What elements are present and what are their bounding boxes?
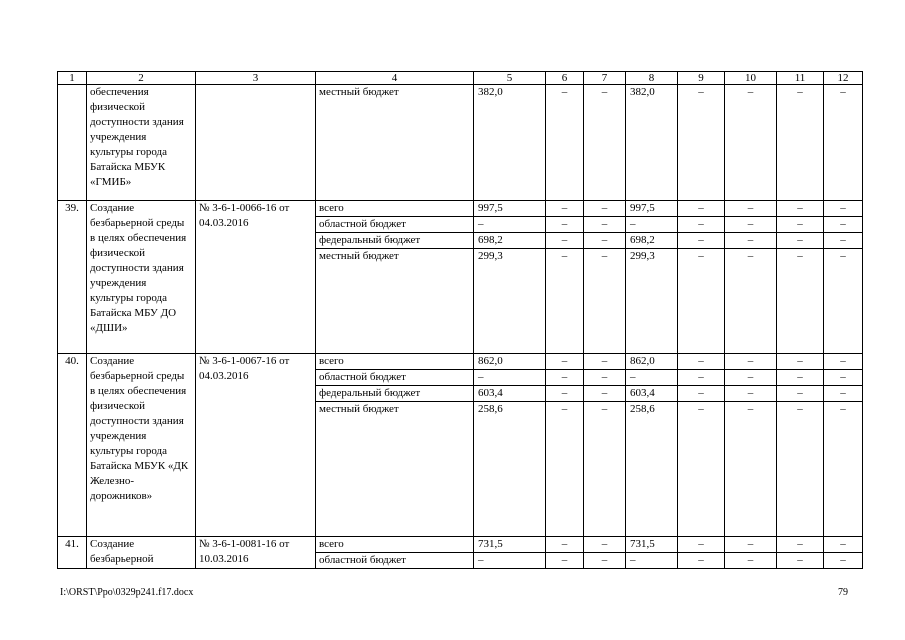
amount-cell: – [678,537,725,553]
amount-cell: – [725,354,777,370]
amount-cell: 258,6 [626,402,678,537]
item-reference: № 3-6-1-0067-16 от 04.03.2016 [196,354,316,537]
col-header: 3 [196,72,316,85]
amount-cell: – [824,217,863,233]
col-header: 12 [824,72,863,85]
amount-cell: 382,0 [626,85,678,201]
amount-cell: 862,0 [474,354,546,370]
amount-cell: – [678,354,725,370]
amount-cell: – [777,402,824,537]
amount-cell: – [824,354,863,370]
col-header: 6 [546,72,584,85]
col-header: 4 [316,72,474,85]
amount-cell: 603,4 [626,386,678,402]
budget-table [57,71,863,569]
amount-cell: – [678,249,725,354]
amount-cell: – [777,537,824,553]
amount-cell: – [824,386,863,402]
amount-cell: – [546,354,584,370]
amount-cell: – [678,217,725,233]
amount-cell: – [777,85,824,201]
amount-cell: – [474,370,546,386]
col-header: 1 [58,72,87,85]
funding-source: всего [316,537,474,553]
amount-cell: – [824,402,863,537]
amount-cell: – [777,354,824,370]
amount-cell: – [824,233,863,249]
amount-cell: – [678,402,725,537]
amount-cell: 299,3 [626,249,678,354]
amount-cell: – [546,233,584,249]
amount-cell: – [824,201,863,217]
amount-cell: 862,0 [626,354,678,370]
amount-cell: – [546,217,584,233]
funding-source: областной бюджет [316,217,474,233]
amount-cell: – [725,201,777,217]
funding-source: федеральный бюджет [316,386,474,402]
page-number: 79 [838,587,848,598]
funding-source: всего [316,201,474,217]
amount-cell: – [626,553,678,569]
amount-cell: 299,3 [474,249,546,354]
amount-cell: – [546,553,584,569]
item-name: Создание безбарьерной среды в целях обеспечения физической доступности здания учреждения культуры города Батайска МБУ ДО «ДШИ» [87,201,196,354]
amount-cell: – [546,402,584,537]
amount-cell: – [725,537,777,553]
amount-cell: – [584,537,626,553]
amount-cell: – [474,217,546,233]
item-name: обеспечения физической доступности здания учреждения культуры города Батайска МБУК «ГМИБ» [87,85,196,201]
amount-cell: – [584,233,626,249]
amount-cell: – [725,553,777,569]
amount-cell: – [584,201,626,217]
table-row [58,537,863,553]
amount-cell: – [546,386,584,402]
amount-cell: – [824,553,863,569]
amount-cell: – [777,233,824,249]
item-number [58,85,87,201]
amount-cell: – [584,249,626,354]
col-header: 9 [678,72,725,85]
amount-cell: – [678,85,725,201]
col-header: 2 [87,72,196,85]
amount-cell: – [725,402,777,537]
amount-cell: – [777,201,824,217]
amount-cell: 997,5 [474,201,546,217]
funding-source: областной бюджет [316,370,474,386]
item-reference [196,85,316,201]
item-number: 40. [58,354,87,537]
amount-cell: 258,6 [474,402,546,537]
amount-cell: – [725,217,777,233]
col-header: 10 [725,72,777,85]
amount-cell: – [584,85,626,201]
item-reference: № 3-6-1-0081-16 от 10.03.2016 [196,537,316,569]
funding-source: местный бюджет [316,402,474,537]
amount-cell: – [824,537,863,553]
amount-cell: – [626,370,678,386]
amount-cell: – [725,85,777,201]
amount-cell: 997,5 [626,201,678,217]
amount-cell: 603,4 [474,386,546,402]
amount-cell: 731,5 [626,537,678,553]
funding-source: областной бюджет [316,553,474,569]
col-header: 5 [474,72,546,85]
amount-cell: – [584,386,626,402]
amount-cell: – [725,233,777,249]
amount-cell: – [824,370,863,386]
amount-cell: – [725,386,777,402]
amount-cell: – [777,386,824,402]
col-header: 11 [777,72,824,85]
amount-cell: – [725,370,777,386]
table-row [58,201,863,217]
item-name: Создание безбарьерной среды в целях обеспечения физической доступности здания учреждения культуры города Батайска МБУК «ДК Железно-дорожников» [87,354,196,537]
table-row [58,354,863,370]
amount-cell: – [678,386,725,402]
amount-cell: – [584,402,626,537]
col-header: 8 [626,72,678,85]
amount-cell: 698,2 [626,233,678,249]
amount-cell: – [777,553,824,569]
col-header: 7 [584,72,626,85]
funding-source: всего [316,354,474,370]
amount-cell: – [584,553,626,569]
header-row [58,72,863,85]
amount-cell: – [546,201,584,217]
amount-cell: – [584,354,626,370]
amount-cell: – [474,553,546,569]
item-name: Создание безбарьерной [87,537,196,569]
item-number: 41. [58,537,87,569]
amount-cell: – [626,217,678,233]
amount-cell: – [546,249,584,354]
amount-cell: – [678,370,725,386]
item-number: 39. [58,201,87,354]
amount-cell: 731,5 [474,537,546,553]
amount-cell: – [678,553,725,569]
amount-cell: 698,2 [474,233,546,249]
amount-cell: – [546,537,584,553]
funding-source: местный бюджет [316,249,474,354]
item-reference: № 3-6-1-0066-16 от 04.03.2016 [196,201,316,354]
table-row [58,85,863,201]
funding-source: местный бюджет [316,85,474,201]
amount-cell: – [725,249,777,354]
amount-cell: – [777,370,824,386]
amount-cell: – [546,85,584,201]
amount-cell: – [678,201,725,217]
amount-cell: – [777,217,824,233]
amount-cell: – [777,249,824,354]
funding-source: федеральный бюджет [316,233,474,249]
amount-cell: – [546,370,584,386]
amount-cell: – [584,217,626,233]
file-path: I:\ORST\Ppo\0329p241.f17.docx [60,587,194,598]
amount-cell: – [824,85,863,201]
amount-cell: 382,0 [474,85,546,201]
amount-cell: – [824,249,863,354]
amount-cell: – [678,233,725,249]
amount-cell: – [584,370,626,386]
